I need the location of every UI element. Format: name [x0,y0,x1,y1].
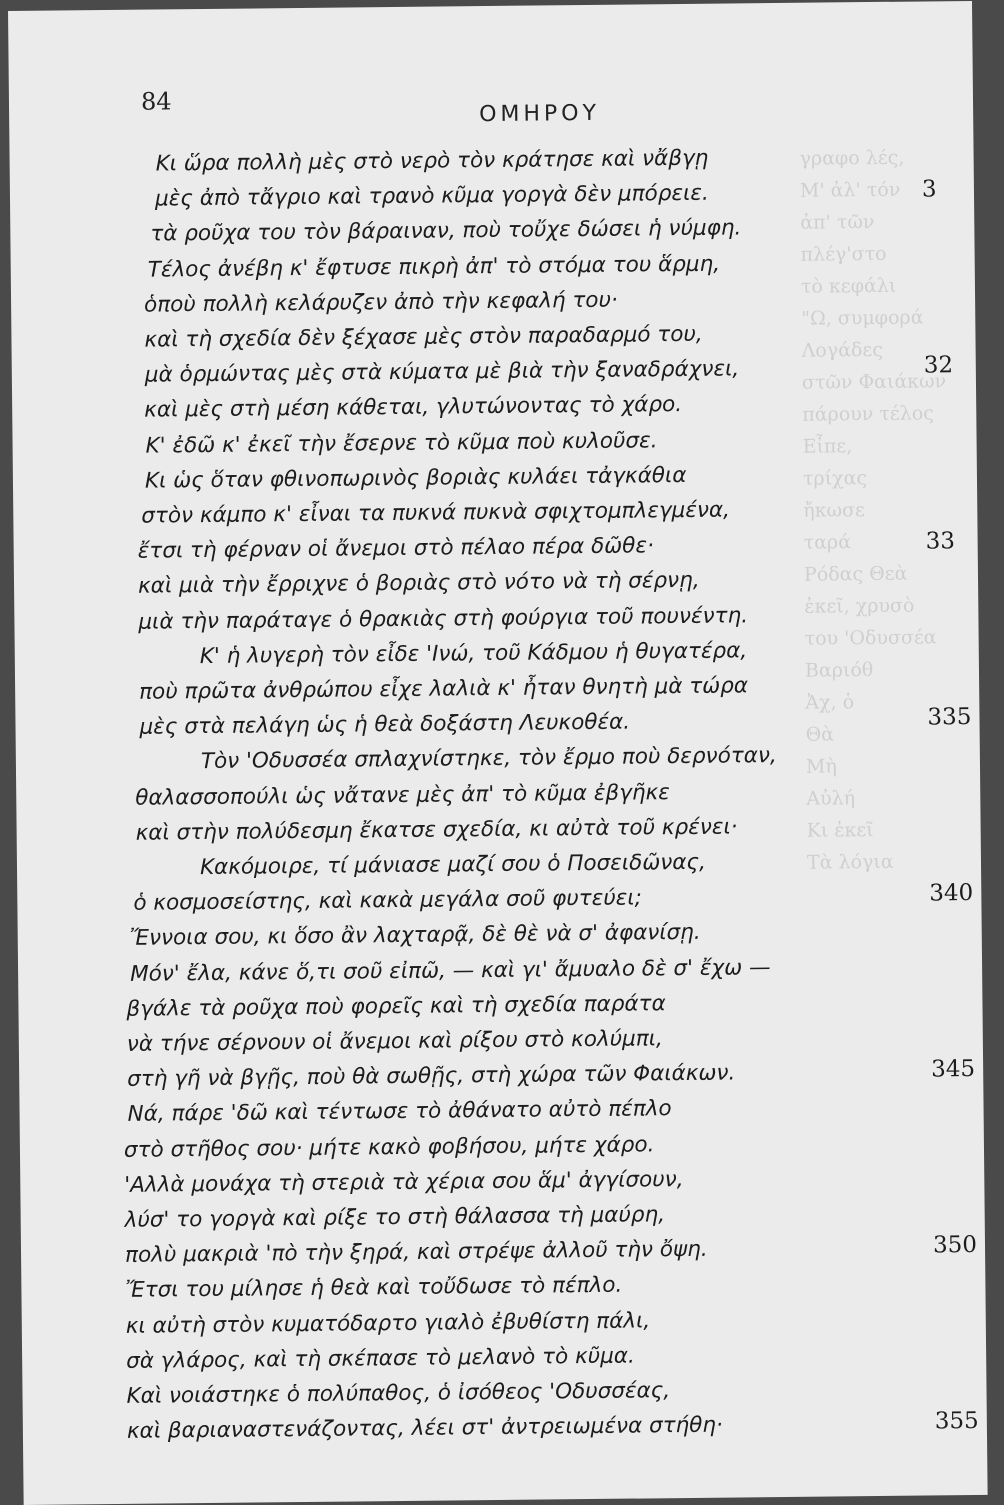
verse-line: 'Αλλὰ μονάχα τὴ στεριὰ τὰ χέρια σου ἅμ' ἀγγίσουν, [124,1167,684,1198]
verse-line: Τὸν 'Οδυσσέα σπλαχνίστηκε, τὸν ἔρμο ποὺ δερνόταν, [200,743,777,775]
verse-line: καὶ μὲς στὴ μέση κάθεται, γλυτώνοντας τὸ χάρο. [144,392,683,423]
line-number: 3 [921,176,937,203]
verse-line: ἔτσι τὴ φέρναν οἱ ἄνεμοι στὸ πέλαο πέρα δῶθε· [137,533,654,564]
verse-line: ὁ κοσμοσείστης, καὶ κακὰ μεγάλα σοῦ φυτεύει; [133,885,642,916]
verse-line: μὲς ἀπὸ τἄγριο καὶ τρανὸ κῦμα γοργὰ δὲν μπόρειε. [154,180,709,212]
bleed-through-line: Λογάδες [801,338,884,362]
verse-line: ὁποὺ πολλὴ κελάρυζεν ἀπὸ τὴν κεφαλή του· [143,287,618,318]
bleed-through-line: Μὴ [805,755,837,778]
bleed-through-line: Ἀχ, ὁ [805,691,855,714]
bleed-through-line: γραφο λές, [799,146,905,170]
bleed-through-line: τρίχας [802,467,868,490]
bleed-through-line: Θὰ [805,723,835,746]
verse-line: Ἔτσι του μίλησε ἡ θεὰ καὶ τοὔδωσε τὸ πέπλο. [125,1272,623,1303]
bleed-through-line: "Ω, συμφορά [801,306,924,330]
verse-line: λύσ' το γοργὰ καὶ ρίξε το στὴ θάλασσα τὴ μαύρη, [124,1202,666,1233]
bleed-through-line: του 'Οδυσσέα [804,626,937,650]
bleed-through-line: στῶν Φαιάκων [801,370,947,394]
bleed-through-line: ἤκωσε [803,499,865,522]
verse-line: νὰ τήνε σέρνουν οἱ ἄνεμοι καὶ ρίξου στὸ κολύμπι, [126,1026,663,1057]
verse-line: καὶ μιὰ τὴν ἔρριχνε ὁ βοριὰς στὸ νότο νὰ τὴ σέρνῃ, [137,567,700,599]
verse-line: κι αὐτὴ στὸν κυματόδαρτο γιαλὸ ἐβυθίστη πάλι, [125,1308,651,1339]
bleed-through-line: Αὐλή [806,787,856,810]
verse-line: καὶ τὴ σχεδία δὲν ξέχασε μὲς στὸν παραδαρμό του, [144,321,703,353]
bleed-through-line: Εἶπε, [802,435,853,458]
verse-line: στὸν κάμπο κ' εἶναι τα πυκνά πυκνὰ σφιχτομπλεγμένα, [141,497,731,529]
verse-line: βγάλε τὰ ροῦχα ποὺ φορεῖς καὶ τὴ σχεδία παράτα [126,991,666,1022]
verse-line: τὰ ροῦχα του τὸν βάραιναν, ποὺ τοὔχε δώσει ἡ νύμφη. [150,215,742,247]
bleed-through-line: Κι ἐκεῖ [806,819,874,842]
line-number: 33 [925,528,956,555]
bleed-through-line: Τὰ λόγια [806,850,894,874]
line-number: 32 [923,352,954,379]
verse-line: θαλασσοπούλι ὡς νἄτανε μὲς ἀπ' τὸ κῦμα ἐβγῆκε [135,780,670,811]
verse-line: καὶ βαριαναστενάζοντας, λέει στ' ἀντρειωμένα στήθη· [126,1412,723,1444]
bleed-through-line: Ρόδας Θεὰ [803,562,908,586]
verse-line: Κακόμοιρε, τί μάνιασε μαζί σου ὁ Ποσειδῶνας, [199,849,707,881]
verse-line: Ἔννοια σου, κι ὅσο ἂν λαχταρᾷ, δὲ θὲ νὰ σ' ἀφανίσῃ. [129,919,701,951]
bleed-through-line: πλέγ'στο [800,242,887,266]
line-number: 335 [927,703,972,731]
bleed-through-line: τὸ κεφάλι [800,274,897,298]
bleed-through-line: πάρουν τέλος [802,402,934,426]
line-number: 355 [934,1407,979,1435]
verse-line: Καὶ νοιάστηκε ὁ πολύπαθος, ὁ ἰσόθεος 'Οδυσσέας, [126,1378,671,1409]
verse-line: Τέλος ἀνέβη κ' ἔφτυσε πικρὴ ἀπ' τὸ στόμα του ἅρμη, [147,251,721,283]
bleed-through-line: ἀπ' τῶν [800,210,875,234]
verse-line: στὸ στῆθος σου· μήτε κακὸ φοβήσου, μήτε χάρο. [123,1132,655,1163]
verse-line: μιὰ τὴν παράταγε ὁ θρακιὰς στὴ φούργια τοῦ πουνέντη. [138,603,749,635]
verse-line: μὲς στὰ πελάγη ὡς ἡ θεὰ δοξάστη Λευκοθέα. [139,709,631,740]
verse-line: μὰ ὁρμώντας μὲς στὰ κύματα μὲ βιὰ τὴν ξαναδράχνει, [144,356,740,388]
line-number: 340 [929,879,974,907]
verse-line: Κ' ἡ λυγερὴ τὸν εἶδε 'Ινώ, τοῦ Κάδμου ἡ θυγατέρα, [199,638,748,670]
page-number: 84 [140,87,172,116]
book-page [8,1,988,1505]
verse-line: ποὺ πρῶτα ἀνθρώπου εἶχε λαλιὰ κ' ἦταν θνητὴ μὰ τώρα [139,673,749,705]
bleed-through-line: Βαριόθ [804,659,874,682]
bleed-through-line: M' ἀλ' τόν [799,178,901,202]
running-head: ΟΜΗΡΟΥ [479,100,601,128]
verse-line: Κ' ἐδῶ κ' ἐκεῖ τὴν ἔσερνε τὸ κῦμα ποὺ κυλοῦσε. [145,428,658,459]
verse-line: στὴ γῆ νὰ βγῇς, ποὺ θὰ σωθῇς, στὴ χώρα τῶν Φαιάκων. [127,1060,736,1092]
line-number: 345 [931,1055,976,1083]
line-number: 350 [932,1231,978,1259]
verse-line: Μόν' ἔλα, κάνε ὅ,τι σοῦ εἰπῶ, — καὶ γι' ἄμυαλο δὲ σ' ἔχω — [129,955,771,987]
bleed-through-line: ταρά [803,531,852,554]
verse-line: καὶ στὴν πολύδεσμη ἔκατσε σχεδία, κι αὐτὰ τοῦ κρένει· [135,814,738,846]
bleed-through-line: ἐκεῖ, χρυσὸ [804,594,915,618]
verse-line: Νά, πάρε 'δῶ καὶ τέντωσε τὸ ἀθάνατο αὐτὸ πέπλο [127,1096,672,1127]
verse-line: Κι ὥρα πολλὴ μὲς στὸ νερὸ τὸν κράτησε καὶ νἄβγῃ [155,145,709,177]
verse-line: Κι ὡς ὅταν φθινοπωρινὸς βοριὰς κυλάει τἀγκάθια [144,462,687,494]
verse-line: σὰ γλάρος, καὶ τὴ σκέπασε τὸ μελανὸ τὸ κῦμα. [126,1343,635,1374]
verse-line: πολὺ μακριὰ 'πὸ τὴν ξηρά, καὶ στρέψε ἀλλοῦ τὴν ὄψη. [124,1236,708,1268]
